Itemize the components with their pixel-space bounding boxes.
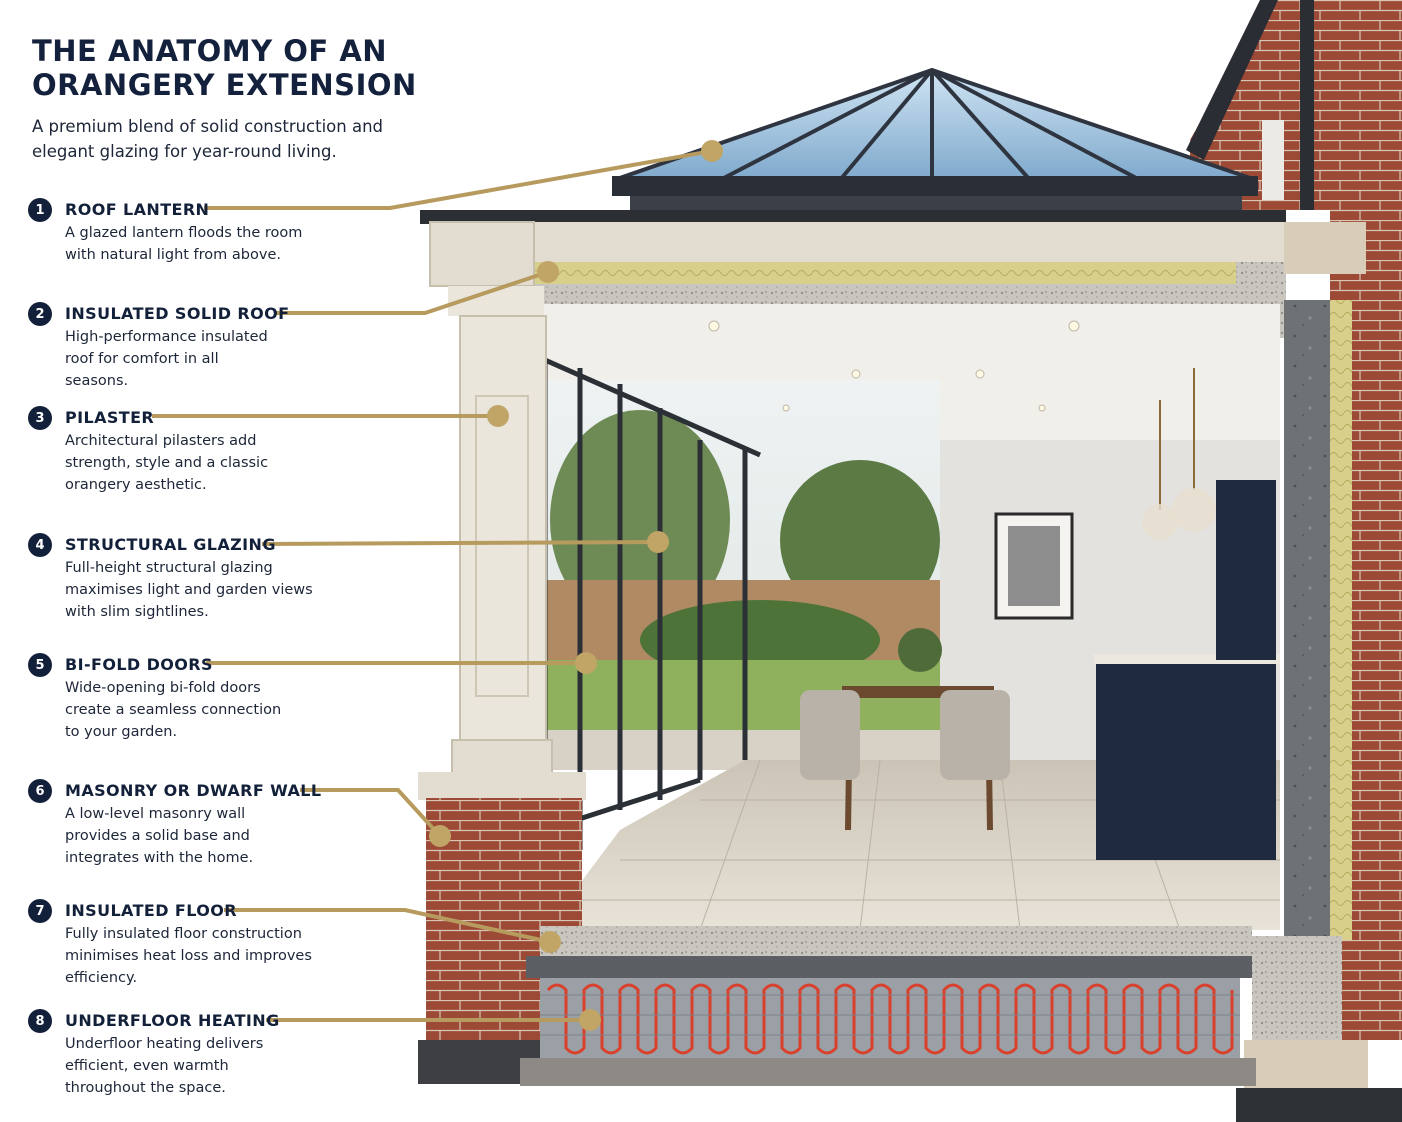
callout-dot-1 (701, 140, 723, 162)
feature-number: 6 (28, 779, 52, 803)
floor-screed (540, 926, 1252, 956)
feature-number: 2 (28, 302, 52, 326)
feature-label: STRUCTURAL GLAZING (65, 535, 276, 554)
page-subtitle: A premium blend of solid construction and elegant glazing for year-round living. (32, 117, 384, 161)
callout-dot-6 (429, 825, 451, 847)
feature-number: 1 (28, 198, 52, 222)
feature-description: Fully insulated floor construction minimises heat loss and improves efficiency. (65, 926, 312, 986)
feature-label: INSULATED FLOOR (65, 901, 237, 920)
feature-description: Full-height structural glazing maximises light and garden views with slim sightlines. (65, 560, 313, 620)
pilaster-capital (430, 222, 534, 286)
callout-dot-8 (579, 1009, 601, 1031)
feature-number: 7 (28, 899, 52, 923)
callout-dot-5 (575, 652, 597, 674)
callout-dot-4 (647, 531, 669, 553)
feature-description: High-performance insulated roof for comfort in all seasons. (65, 329, 268, 389)
page-title: THE ANATOMY OF AN ORANGERY EXTENSION (32, 34, 417, 102)
callout-dot-7 (539, 931, 561, 953)
feature-description: Wide-opening bi-fold doors create a seamless connection to your garden. (65, 680, 282, 740)
feature-label: INSULATED SOLID ROOF (65, 304, 290, 323)
feature-label: ROOF LANTERN (65, 200, 210, 219)
feature-description: A glazed lantern floods the room with natural light from above. (65, 225, 303, 263)
roof-lantern (614, 70, 1256, 180)
feature-label: UNDERFLOOR HEATING (65, 1011, 280, 1030)
feature-label: BI-FOLD DOORS (65, 655, 213, 674)
feature-description: Underfloor heating delivers efficient, even warmth throughout the space. (65, 1036, 264, 1096)
roof-insulation (530, 262, 1286, 284)
leader-4 (262, 542, 658, 544)
feature-label: PILASTER (65, 408, 155, 427)
cavity-wall-block (1284, 300, 1330, 940)
feature-label: MASONRY OR DWARF WALL (65, 781, 322, 800)
kitchen-cabinets (1096, 660, 1276, 860)
roof-fascia (420, 210, 1286, 224)
feature-number: 4 (28, 533, 52, 557)
feature-number: 3 (28, 406, 52, 430)
callout-dot-2 (537, 261, 559, 283)
feature-description: A low-level masonry wall provides a solid base and integrates with the home. (65, 806, 254, 866)
feature-number: 5 (28, 653, 52, 677)
pilaster (460, 316, 546, 756)
feature-description: Architectural pilasters add strength, style and a classic orangery aesthetic. (65, 433, 269, 493)
feature-number: 8 (28, 1009, 52, 1033)
callout-dot-3 (487, 405, 509, 427)
